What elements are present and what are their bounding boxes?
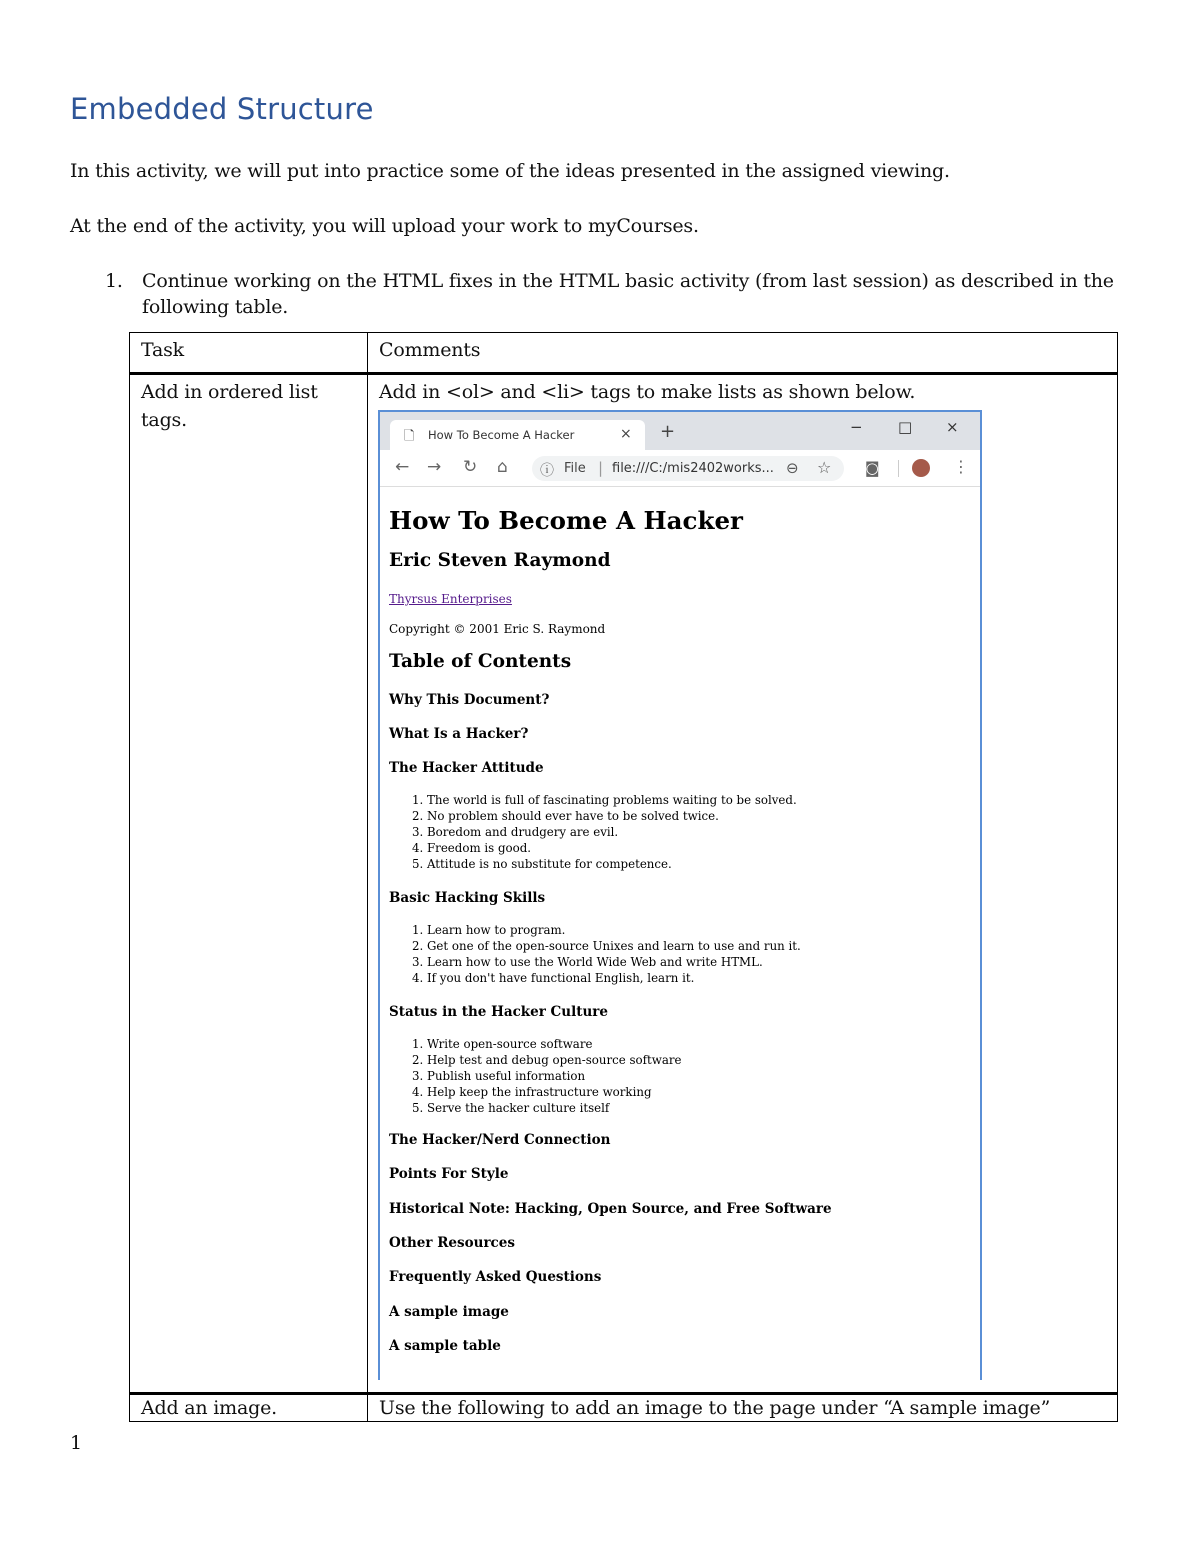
minimize-icon[interactable]: − <box>850 418 863 436</box>
back-icon[interactable]: ← <box>395 457 410 477</box>
task-cell: Add in ordered list tags. <box>130 374 368 1394</box>
section-attitude: The Hacker Attitude <box>389 760 544 776</box>
new-tab-icon[interactable]: + <box>660 421 676 442</box>
section-faq: Frequently Asked Questions <box>389 1269 602 1285</box>
bookmark-star-icon[interactable]: ☆ <box>817 458 832 477</box>
toolbar-divider <box>898 460 899 477</box>
step-1-text: Continue working on the HTML fixes in the HTML basic activity (from last session) as described in the following table. <box>142 270 1114 318</box>
browser-tab[interactable] <box>390 420 645 450</box>
intro-paragraph: In this activity, we will put into practice some of the ideas presented in the assigned viewing. <box>70 160 950 182</box>
web-page-title: How To Become A Hacker <box>389 506 743 535</box>
forward-icon[interactable]: → <box>427 457 442 477</box>
section-table: A sample table <box>389 1338 501 1354</box>
header-comments: Comments <box>368 333 1118 374</box>
window-close-icon[interactable]: × <box>946 418 959 436</box>
list-item: 5. Serve the hacker culture itself <box>427 1100 682 1116</box>
section-resources: Other Resources <box>389 1235 515 1251</box>
table-header-row <box>130 333 1118 374</box>
copyright-text: Copyright © 2001 Eric S. Raymond <box>389 622 606 636</box>
document-icon: 🗋 <box>404 429 415 444</box>
page-number: 1 <box>70 1432 83 1454</box>
task-cell: Add an image. <box>130 1394 368 1422</box>
list-item: 4. Freedom is good. <box>427 840 797 856</box>
table-row <box>130 1394 1118 1422</box>
section-image: A sample image <box>389 1304 509 1320</box>
list-item: 5. Attitude is no substitute for competence. <box>427 856 797 872</box>
url-text[interactable]: file:///C:/mis2402works... <box>612 461 774 476</box>
list-item: 1. The world is full of fascinating problems waiting to be solved. <box>427 792 797 808</box>
list-item: 3. Boredom and drudgery are evil. <box>427 824 797 840</box>
address-bar[interactable] <box>532 456 844 481</box>
enterprise-link[interactable]: Thyrsus Enterprises <box>389 592 512 606</box>
status-list <box>389 1036 682 1116</box>
section-nerd: The Hacker/Nerd Connection <box>389 1132 611 1148</box>
skills-list <box>389 922 801 986</box>
list-item: 2. No problem should ever have to be solved twice. <box>427 808 797 824</box>
comment-cell: Use the following to add an image to the page under “A sample image” <box>368 1394 1118 1422</box>
attitude-list <box>389 792 797 872</box>
section-status: Status in the Hacker Culture <box>389 1004 608 1020</box>
tab-title: How To Become A Hacker <box>428 428 575 442</box>
browser-screenshot <box>378 410 982 1380</box>
reload-icon[interactable]: ↻ <box>463 457 478 477</box>
section-historical: Historical Note: Hacking, Open Source, and Free Software <box>389 1201 832 1217</box>
list-item: 2. Help test and debug open-source software <box>427 1052 682 1068</box>
list-item: 4. If you don't have functional English, learn it. <box>427 970 801 986</box>
info-icon[interactable]: ⓘ <box>540 463 554 479</box>
list-item: 3. Learn how to use the World Wide Web and write HTML. <box>427 954 801 970</box>
page-title: Embedded Structure <box>70 92 374 126</box>
list-item: 1. Write open-source software <box>427 1036 682 1052</box>
profile-avatar[interactable] <box>912 459 930 477</box>
list-item: 3. Publish useful information <box>427 1068 682 1084</box>
browser-tab-bar <box>380 412 980 450</box>
list-item: 4. Help keep the infrastructure working <box>427 1084 682 1100</box>
list-item: 2. Get one of the open-source Unixes and learn to use and run it. <box>427 938 801 954</box>
section-what: What Is a Hacker? <box>389 726 529 742</box>
section-skills: Basic Hacking Skills <box>389 890 546 906</box>
zoom-icon[interactable]: ⊖ <box>786 459 799 477</box>
section-style: Points For Style <box>389 1166 509 1182</box>
url-scheme: File <box>564 461 586 476</box>
upload-note-paragraph: At the end of the activity, you will upload your work to myCourses. <box>70 215 699 237</box>
maximize-icon[interactable]: □ <box>898 418 913 436</box>
camera-icon[interactable]: ◙ <box>865 459 880 477</box>
comment-cell: Add in <ol> and <li> tags to make lists as shown below. <box>368 374 1118 1394</box>
section-why: Why This Document? <box>389 692 550 708</box>
header-task: Task <box>130 333 368 374</box>
menu-icon[interactable]: ⋮ <box>953 457 969 476</box>
tab-close-icon[interactable]: × <box>620 426 632 442</box>
toc-heading: Table of Contents <box>389 651 572 672</box>
browser-toolbar <box>380 450 980 487</box>
list-item: 1. Learn how to program. <box>427 922 801 938</box>
url-separator: | <box>598 459 604 477</box>
author-heading: Eric Steven Raymond <box>389 550 611 571</box>
step-1-number: 1. <box>105 270 123 292</box>
home-icon[interactable]: ⌂ <box>497 457 508 477</box>
